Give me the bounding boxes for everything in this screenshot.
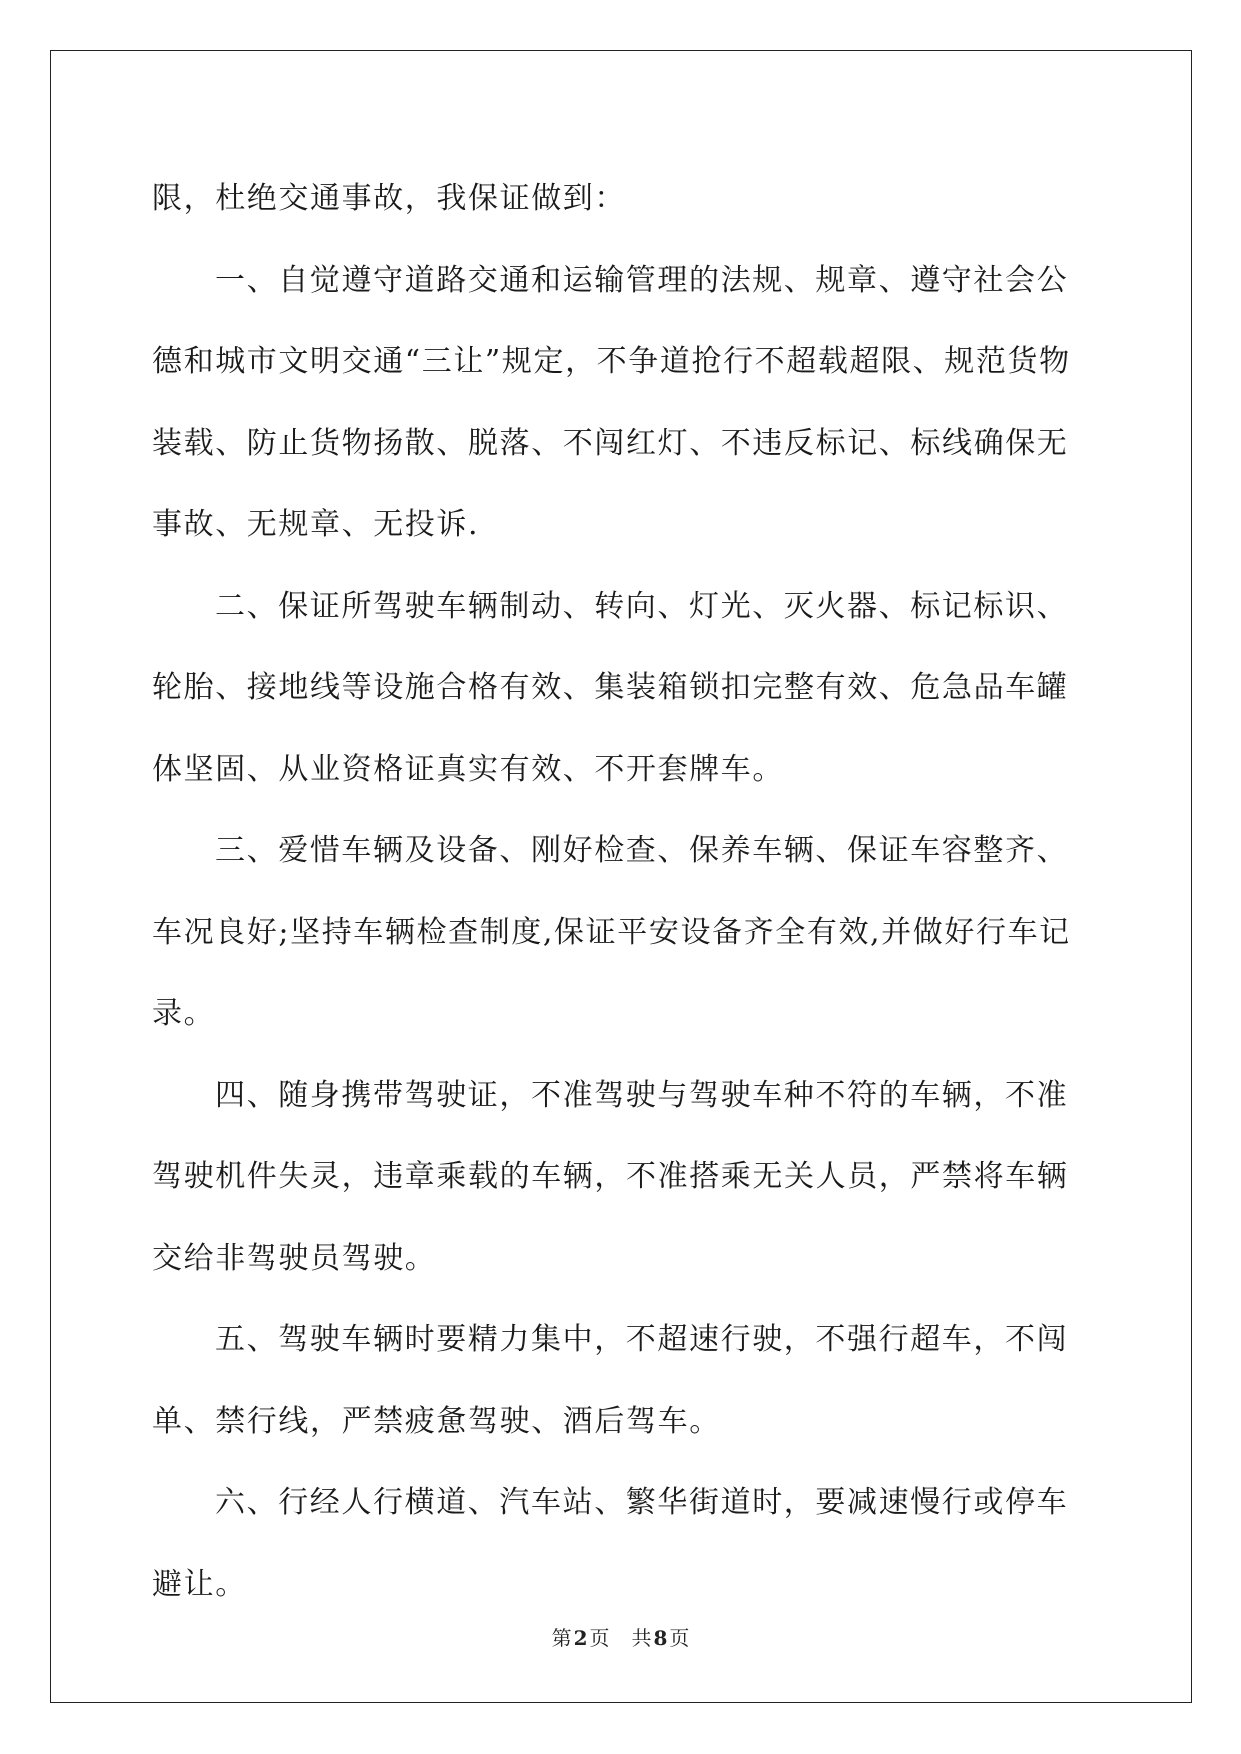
paragraph-item-6: 六、行经人行横道、汽车站、繁华街道时，要减速慢行或停车避让。 [152,1485,1069,1602]
total-suffix: 页 [669,1626,690,1650]
paragraph-item-2: 二、保证所驾驶车辆制动、转向、灯光、灭火器、标记标识、轮胎、接地线等设施合格有效、集装箱锁扣完整有效、危急品车罐体坚固、从业资格证真实有效、不开套牌车。 [152,588,1069,787]
total-prefix: 共 [631,1626,652,1650]
document-body [152,158,1092,1625]
paragraph-item-5: 五、驾驶车辆时要精力集中，不超速行驶，不强行超车，不闯单、禁行线，严禁疲惫驾驶、酒后驾车。 [152,1322,1069,1439]
total-pages: 8 [653,1626,668,1650]
paragraph-item-4: 四、随身携带驾驶证，不准驾驶与驾驶车种不符的车辆，不准驾驶机件失灵，违章乘载的车辆，不准搭乘无关人员，严禁将车辆交给非驾驶员驾驶。 [152,1077,1069,1276]
page-suffix: 页 [589,1626,610,1650]
page-footer [0,1626,1241,1650]
paragraph-continuation: 限，杜绝交通事故，我保证做到： [152,181,626,216]
page-number: 2 [573,1626,588,1650]
paragraph-item-3: 三、爱惜车辆及设备、刚好检查、保养车辆、保证车容整齐、车况良好;坚持车辆检查制度,保证平安设备齐全有效,并做好行车记录。 [152,833,1071,1031]
page-prefix: 第 [551,1626,572,1650]
paragraph-item-1: 一、自觉遵守道路交通和运输管理的法规、规章、遵守社会公德和城市文明交通“三让”规定，不争道抢行不超载超限、规范货物装载、防止货物扬散、脱落、不闯红灯、不违反标记、标线确保无事故、无规章、无投诉. [152,262,1071,542]
